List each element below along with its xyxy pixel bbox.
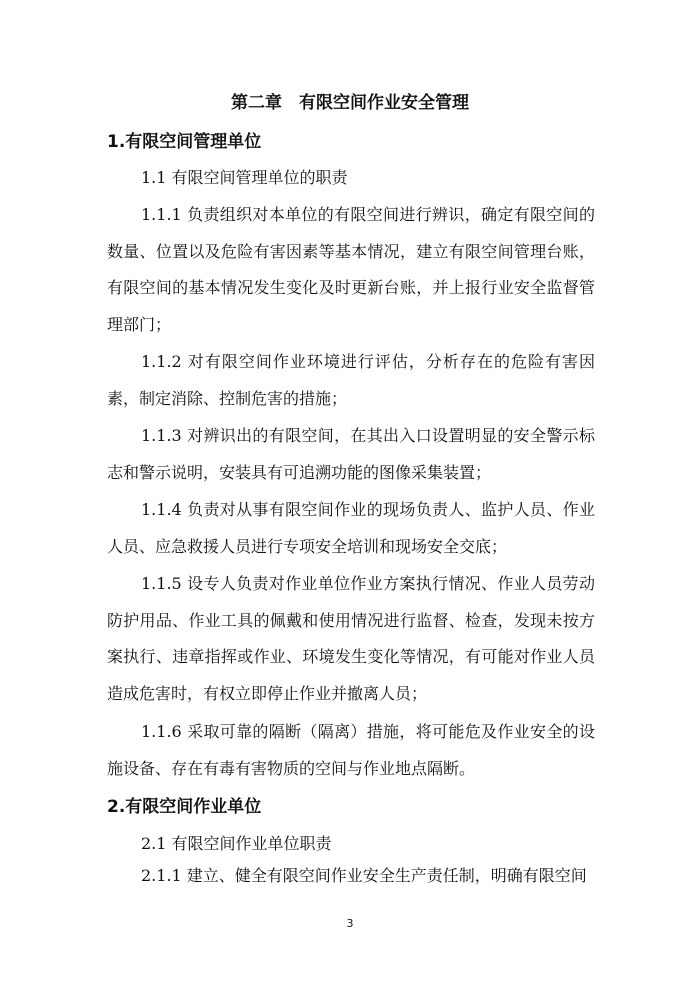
paragraph-1-1-4: 1.1.4 负责对从事有限空间作业的现场负责人、监护人员、作业人员、应急救援人员进行专项安全培训和现场安全交底； [107,500,595,556]
paragraph-1-1-2: 1.1.2 对有限空间作业环境进行评估，分析存在的危险有害因素，制定消除、控制危害的措施； [107,352,595,408]
paragraph-1-1-5: 1.1.5 设专人负责对作业单位作业方案执行情况、作业人员劳动防护用品、作业工具的佩戴和使用情况进行监督、检查，发现未按方案执行、违章指挥或作业、环境发生变化等情况，有可能对作业人员造成危害时，有权立即停止作业并撤离人员； [107,574,595,703]
subsection-heading-1-1: 1.1 有限空间管理单位的职责 [141,168,348,187]
paragraph-1-1-1: 1.1.1 负责组织对本单位的有限空间进行辨识，确定有限空间的数量、位置以及危险有害因素等基本情况，建立有限空间管理台账，有限空间的基本情况发生变化及时更新台账，并上报行业安全监督管理部门； [107,205,595,334]
page-number: 3 [346,917,354,930]
subsection-heading-2-1: 2.1 有限空间作业单位职责 [141,834,332,853]
paragraph-1-1-3: 1.1.3 对辨识出的有限空间，在其出入口设置明显的安全警示标志和警示说明，安装具有可追溯功能的图像采集装置； [107,426,595,482]
paragraph-1-1-6: 1.1.6 采取可靠的隔断（隔离）措施，将可能危及作业安全的设施设备、存在有毒有害物质的空间与作业地点隔断。 [107,722,595,778]
paragraph-2-1-1: 2.1.1 建立、健全有限空间作业安全生产责任制，明确有限空间 [141,866,587,885]
section-heading-2: 2.有限空间作业单位 [107,797,262,817]
chapter-title: 第二章 有限空间作业安全管理 [231,93,469,113]
section-heading-1: 1.有限空间管理单位 [107,132,262,152]
